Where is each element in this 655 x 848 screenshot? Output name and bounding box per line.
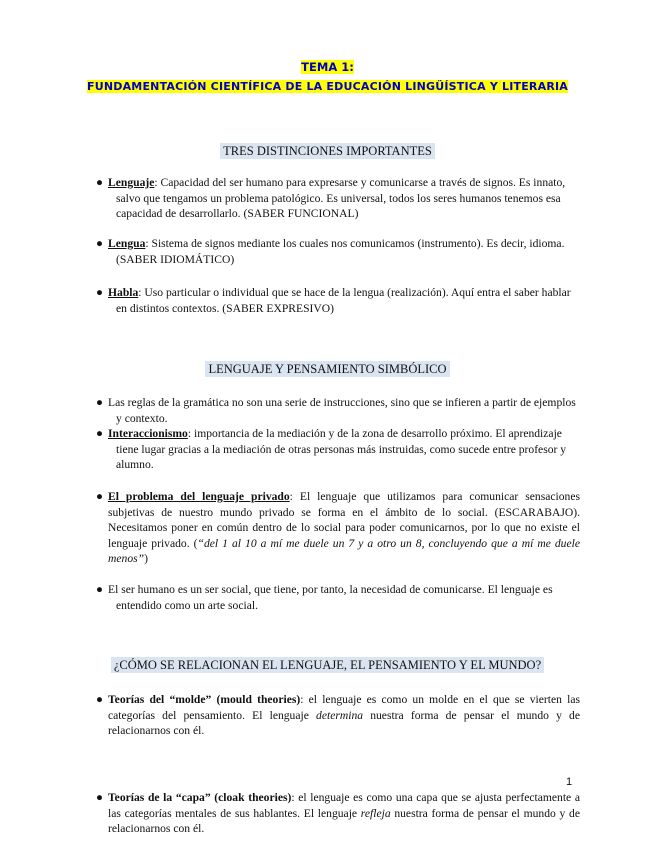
list-item-lenguaje-privado: ● El problema del lenguaje privado: El lenguaje que utilizamos para comunicar sensaciones subjetivas de nuestro mundo privado se forma en el ámbito de lo social. (ESCARABAJO). Necesitamos poner en común dentro de lo social para poder comunicarnos, por lo que no existe el lenguaje privado. (“del 1 al 10 a mí me duele un 7 y a otro un 8, concluyendo que a mí me duele menos”) bbox=[96, 490, 580, 566]
term-teorias-molde: Teorías del “molde” (mould theories) bbox=[108, 693, 301, 706]
bullet-icon: ● bbox=[96, 693, 104, 706]
list-item-reglas: ● Las reglas de la gramática no son una serie de instrucciones, sino que se infieren a partir de ejemplos y contexto. bbox=[96, 396, 576, 425]
term-lenguaje-privado: El problema del lenguaje privado bbox=[108, 490, 290, 503]
bullet-icon: ● bbox=[96, 791, 104, 804]
term-habla: Habla bbox=[108, 286, 139, 299]
list-item-lengua: ● Lengua: Sistema de signos mediante los cuales nos comunicamos (instrumento). Es decir, idioma. (SABER IDIOMÁTICO) bbox=[96, 237, 565, 266]
bullet-icon: ● bbox=[96, 490, 104, 503]
quote-ejemplo: “del 1 al 10 a mí me duele un 7 y a otro un 8, concluyendo que a mí me duele menos” bbox=[108, 536, 580, 566]
list-item-teorias-molde: ● Teorías del “molde” (mould theories): el lenguaje es como un molde en el que se vierten las categorías del pensamiento. El lenguaje determina nuestra forma de pensar el mundo y de relacionarnos con él. bbox=[96, 693, 580, 738]
section-heading-relaciones: ¿CÓMO SE RELACIONAN EL LENGUAJE, EL PENSAMIENTO Y EL MUNDO? bbox=[0, 658, 655, 673]
bullet-icon: ● bbox=[96, 176, 104, 189]
list-item-lenguaje: ● Lenguaje: Capacidad del ser humano para expresarse y comunicarse a través de signos. Es innato, salvo que tengamos un problema patológico. Es universal, todos los seres humanos tenemos esa capacidad de desarrollarlo. (SABER FUNCIONAL) bbox=[96, 176, 566, 221]
bullet-icon: ● bbox=[96, 396, 104, 409]
document-subtitle: FUNDAMENTACIÓN CIENTÍFICA DE LA EDUCACIÓN LINGÜÍSTICA Y LITERARIA bbox=[87, 80, 568, 93]
term-teorias-capa: Teorías de la “capa” (cloak theories) bbox=[108, 791, 292, 804]
list-item-interaccionismo: ● Interaccionismo: importancia de la mediación y de la zona de desarrollo próximo. El aprendizaje tiene lugar gracias a la mediación de otras personas más instruidas, como sucede entre profesor y alumno. bbox=[96, 427, 567, 472]
page-number: 1 bbox=[566, 776, 573, 788]
list-item-ser-social: ● El ser humano es un ser social, que tiene, por tanto, la necesidad de comunicarse. El lenguaje es entendido como un arte social. bbox=[96, 583, 553, 612]
bullet-icon: ● bbox=[96, 583, 104, 596]
term-lenguaje: Lenguaje bbox=[108, 176, 155, 189]
list-item-habla: ● Habla: Uso particular o individual que se hace de la lengua (realización). Aquí entra el saber hablar en distintos contextos. (SABER EXPRESIVO) bbox=[96, 286, 571, 315]
bullet-icon: ● bbox=[96, 237, 104, 250]
section-heading-distinciones: TRES DISTINCIONES IMPORTANTES bbox=[0, 144, 655, 159]
document-title: TEMA 1: bbox=[301, 60, 354, 74]
term-lengua: Lengua bbox=[108, 237, 146, 250]
term-interaccionismo: Interaccionismo bbox=[108, 427, 188, 440]
bullet-icon: ● bbox=[96, 286, 104, 299]
list-item-teorias-capa: ● Teorías de la “capa” (cloak theories): el lenguaje es como una capa que se ajusta perfectamente a las categorías mentales de sus hablantes. El lenguaje refleja nuestra forma de pensar el mundo y de relacionarnos con él. bbox=[96, 791, 580, 836]
section-heading-pensamiento: LENGUAJE Y PENSAMIENTO SIMBÓLICO bbox=[0, 362, 655, 377]
bullet-icon: ● bbox=[96, 427, 104, 440]
